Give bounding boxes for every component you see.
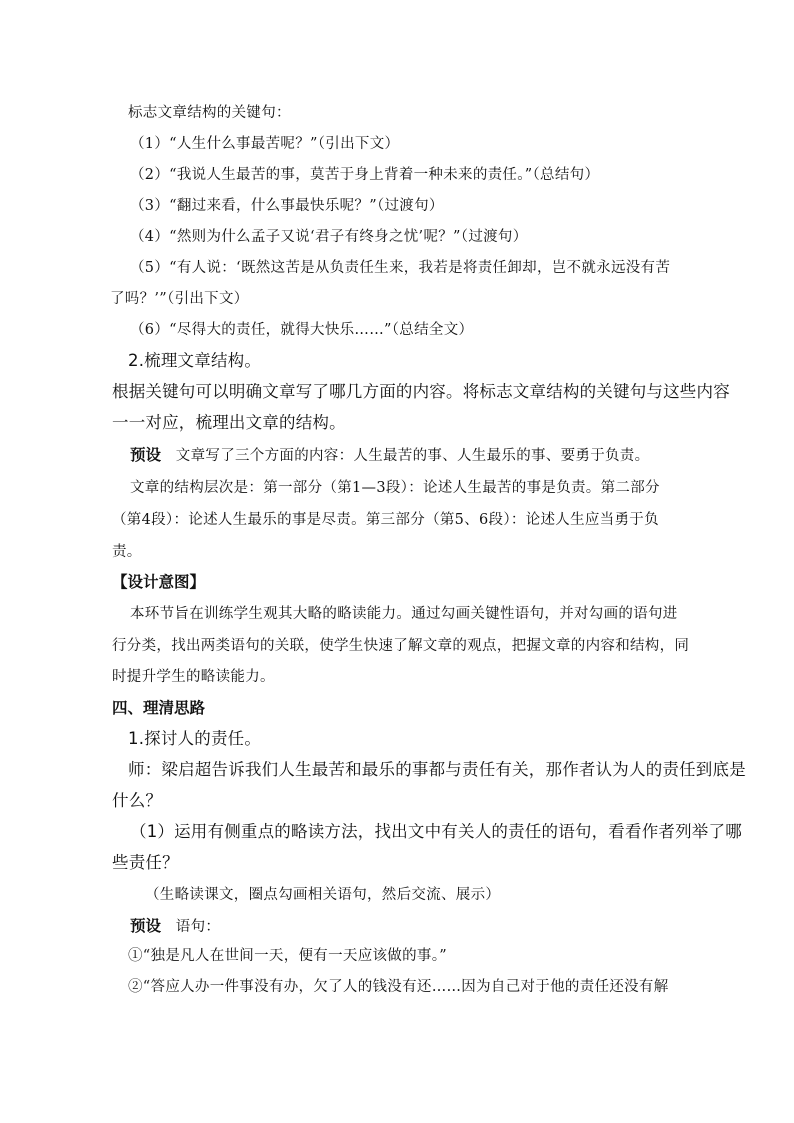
design-intent-heading: 【设计意图】 — [112, 573, 206, 591]
key-sentence-1: （1）“人生什么事最苦呢？”（引出下文） — [130, 136, 400, 152]
key-sentence-6: （6）“尽得大的责任，就得大快乐……”（总结全文） — [130, 322, 474, 338]
teacher-line1: 师：梁启超告诉我们人生最苦和最乐的事都与责任有关，那作者认为人的责任到底是 — [128, 760, 746, 779]
section4-sub1: 1.探讨人的责任。 — [128, 729, 262, 748]
quote-1: ①“独是凡人在世间一天，便有一天应该做的事。” — [128, 948, 447, 964]
question1-line2: 些责任？ — [112, 853, 179, 872]
task2-body-line2: 一一对应，梳理出文章的结构。 — [112, 413, 346, 432]
question1-line1: （1）运用有侧重点的略读方法，找出文中有关人的责任的语句，看看作者列举了哪 — [130, 822, 742, 841]
activity-note: （生略读课文，圈点勾画相关语句，然后交流、展示） — [145, 887, 501, 903]
task2-body-line1: 根据关键句可以明确文章写了哪几方面的内容。将标志文章结构的关键句与这些内容 — [112, 382, 730, 401]
preset-text: 语句： — [175, 919, 221, 935]
structure-line3: 责。 — [112, 544, 142, 560]
quote-2: ②“答应人办一件事没有办，欠了人的钱没有还……因为自己对于他的责任还没有解 — [128, 979, 669, 995]
section4-preset-line — [130, 916, 220, 937]
key-sentence-2: （2）“我说人生最苦的事，莫苦于身上背着一种未来的责任。”（总结句） — [130, 167, 600, 183]
teacher-line2: 什么？ — [112, 791, 163, 810]
key-sentence-4: （4）“然则为什么孟子又说‘君子有终身之忧’呢？”（过渡句） — [130, 229, 528, 245]
key-sentences-intro: 标志文章结构的关键句： — [128, 105, 291, 121]
design-intent-line2: 行分类，找出两类语句的关联，使学生快速了解文章的观点，把握文章的内容和结构，同 — [112, 638, 690, 654]
section4-heading: 四、理清思路 — [112, 699, 206, 717]
structure-line1: 文章的结构层次是：第一部分（第1—3段）：论述人生最苦的事是负责。第二部分 — [130, 480, 660, 496]
key-sentence-3: （3）“翻过来看，什么事最快乐呢？”（过渡句） — [130, 198, 444, 214]
design-intent-line1: 本环节旨在训练学生观其大略的略读能力。通过勾画关键性语句，并对勾画的语句进 — [130, 606, 678, 622]
key-sentence-5-continued: 了吗？’”（引出下文） — [110, 291, 249, 307]
structure-line2: （第4段）：论述人生最乐的事是尽责。第三部分（第5、6段）：论述人生应当勇于负 — [112, 512, 659, 528]
preset-label: 预设 — [130, 917, 162, 935]
task2-preset-line — [130, 445, 649, 466]
design-intent-line3: 时提升学生的略读能力。 — [112, 669, 275, 685]
preset-label: 预设 — [130, 446, 162, 464]
preset-text: 文章写了三个方面的内容：人生最苦的事、人生最乐的事、要勇于负责。 — [175, 448, 650, 464]
key-sentence-5: （5）“有人说：‘既然这苦是从负责任生来，我若是将责任卸却，岂不就永远没有苦 — [130, 260, 671, 276]
task2-heading: 2.梳理文章结构。 — [128, 351, 262, 370]
